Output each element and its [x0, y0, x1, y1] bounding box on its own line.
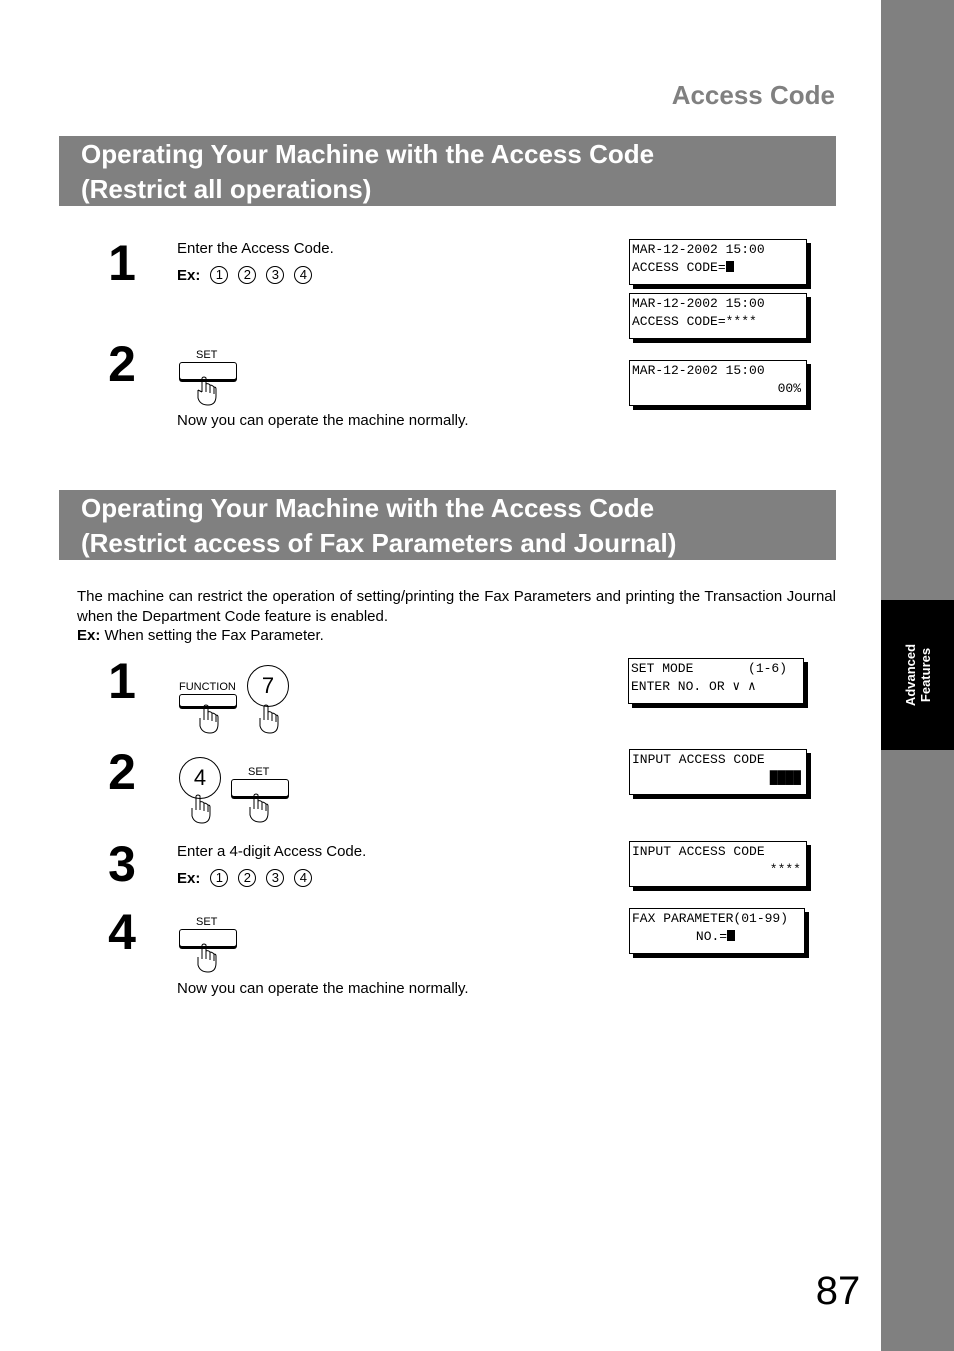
section2-title-line2: (Restrict access of Fax Parameters and Journal) — [81, 528, 677, 558]
function-key-label: FUNCTION — [179, 681, 236, 693]
section2-step3-number: 3 — [108, 836, 136, 892]
section1-step1-text: Enter the Access Code. — [177, 240, 334, 257]
section1-step1-number: 1 — [108, 235, 136, 291]
section2-step1-number: 1 — [108, 653, 136, 709]
finger-press-icon — [195, 704, 221, 734]
digit-key-3: 3 — [266, 869, 284, 887]
page-header-title: Access Code — [671, 80, 835, 110]
section2-step3-lcd: INPUT ACCESS CODE **** — [629, 841, 807, 887]
ex-label: Ex: — [177, 869, 201, 887]
section2-step1-lcd: SET MODE (1-6) ENTER NO. OR ∨ ∧ — [628, 658, 804, 704]
digit-key-1: 1 — [210, 266, 228, 284]
section1-step2-number: 2 — [108, 336, 136, 392]
digit-key-4: 4 — [294, 266, 312, 284]
section2-step2-number: 2 — [108, 744, 136, 800]
section2-step1-function-key — [177, 680, 239, 734]
section2-banner — [59, 490, 836, 560]
section2-step4-set-key — [177, 915, 239, 973]
digit-key-4: 4 — [294, 869, 312, 887]
digit-key-3: 3 — [266, 266, 284, 284]
set-key-label: SET — [248, 766, 270, 778]
section1-title-line2: (Restrict all operations) — [81, 174, 372, 204]
section2-step4-lcd: FAX PARAMETER(01-99) NO.= — [629, 908, 805, 954]
section2-description-block — [77, 587, 836, 646]
section1-step2-lcd: MAR-12-2002 15:00 00% — [629, 360, 807, 406]
finger-press-icon — [255, 704, 281, 734]
section2-example-text: When setting the Fax Parameter. — [100, 627, 324, 644]
section2-step2-lcd: INPUT ACCESS CODE ████ — [629, 749, 807, 795]
page-number: 87 — [815, 1269, 861, 1313]
section2-step4-note: Now you can operate the machine normally. — [177, 980, 469, 997]
section2-step2-set-key — [229, 765, 291, 823]
section2-step4-number: 4 — [108, 904, 136, 960]
ex-label: Ex: — [77, 627, 101, 644]
section2-description: The machine can restrict the operation of setting/printing the Fax Parameters and printing the Transaction Journal when the Department Code feature is enabled. — [77, 588, 836, 625]
section1-title-line1: Operating Your Machine with the Access Code — [81, 139, 655, 169]
section2-title-line1: Operating Your Machine with the Access Code — [81, 493, 655, 523]
finger-press-icon — [245, 793, 271, 823]
set-key-label: SET — [196, 916, 218, 928]
digit-7-button[interactable]: 7 — [247, 665, 289, 707]
digit-4-button[interactable]: 4 — [179, 757, 221, 799]
section1-step1-example — [177, 266, 312, 284]
section2-step3-example — [177, 869, 312, 887]
section1-step1-lcd2: MAR-12-2002 15:00 ACCESS CODE=**** — [629, 293, 807, 339]
finger-press-icon — [187, 794, 213, 824]
digit-key-2: 2 — [238, 266, 256, 284]
side-tab-advanced-features[interactable] — [881, 600, 954, 750]
section2-step1-digit-key — [246, 664, 292, 734]
section1-banner — [59, 136, 836, 206]
set-key-label: SET — [196, 349, 218, 361]
finger-press-icon — [193, 943, 219, 973]
section1-step1-lcd1: MAR-12-2002 15:00 ACCESS CODE= — [629, 239, 807, 285]
section1-step2-note: Now you can operate the machine normally. — [177, 412, 469, 429]
cursor-block — [727, 930, 735, 941]
finger-press-icon — [193, 376, 219, 406]
digit-key-2: 2 — [238, 869, 256, 887]
ex-label: Ex: — [177, 266, 201, 284]
section2-step2-digit-key — [178, 756, 224, 824]
cursor-block — [726, 261, 734, 272]
section1-step2-set-key — [177, 348, 239, 406]
section2-step3-text: Enter a 4-digit Access Code. — [177, 843, 367, 860]
digit-key-1: 1 — [210, 869, 228, 887]
side-tab-label: Advanced Features — [902, 643, 933, 707]
